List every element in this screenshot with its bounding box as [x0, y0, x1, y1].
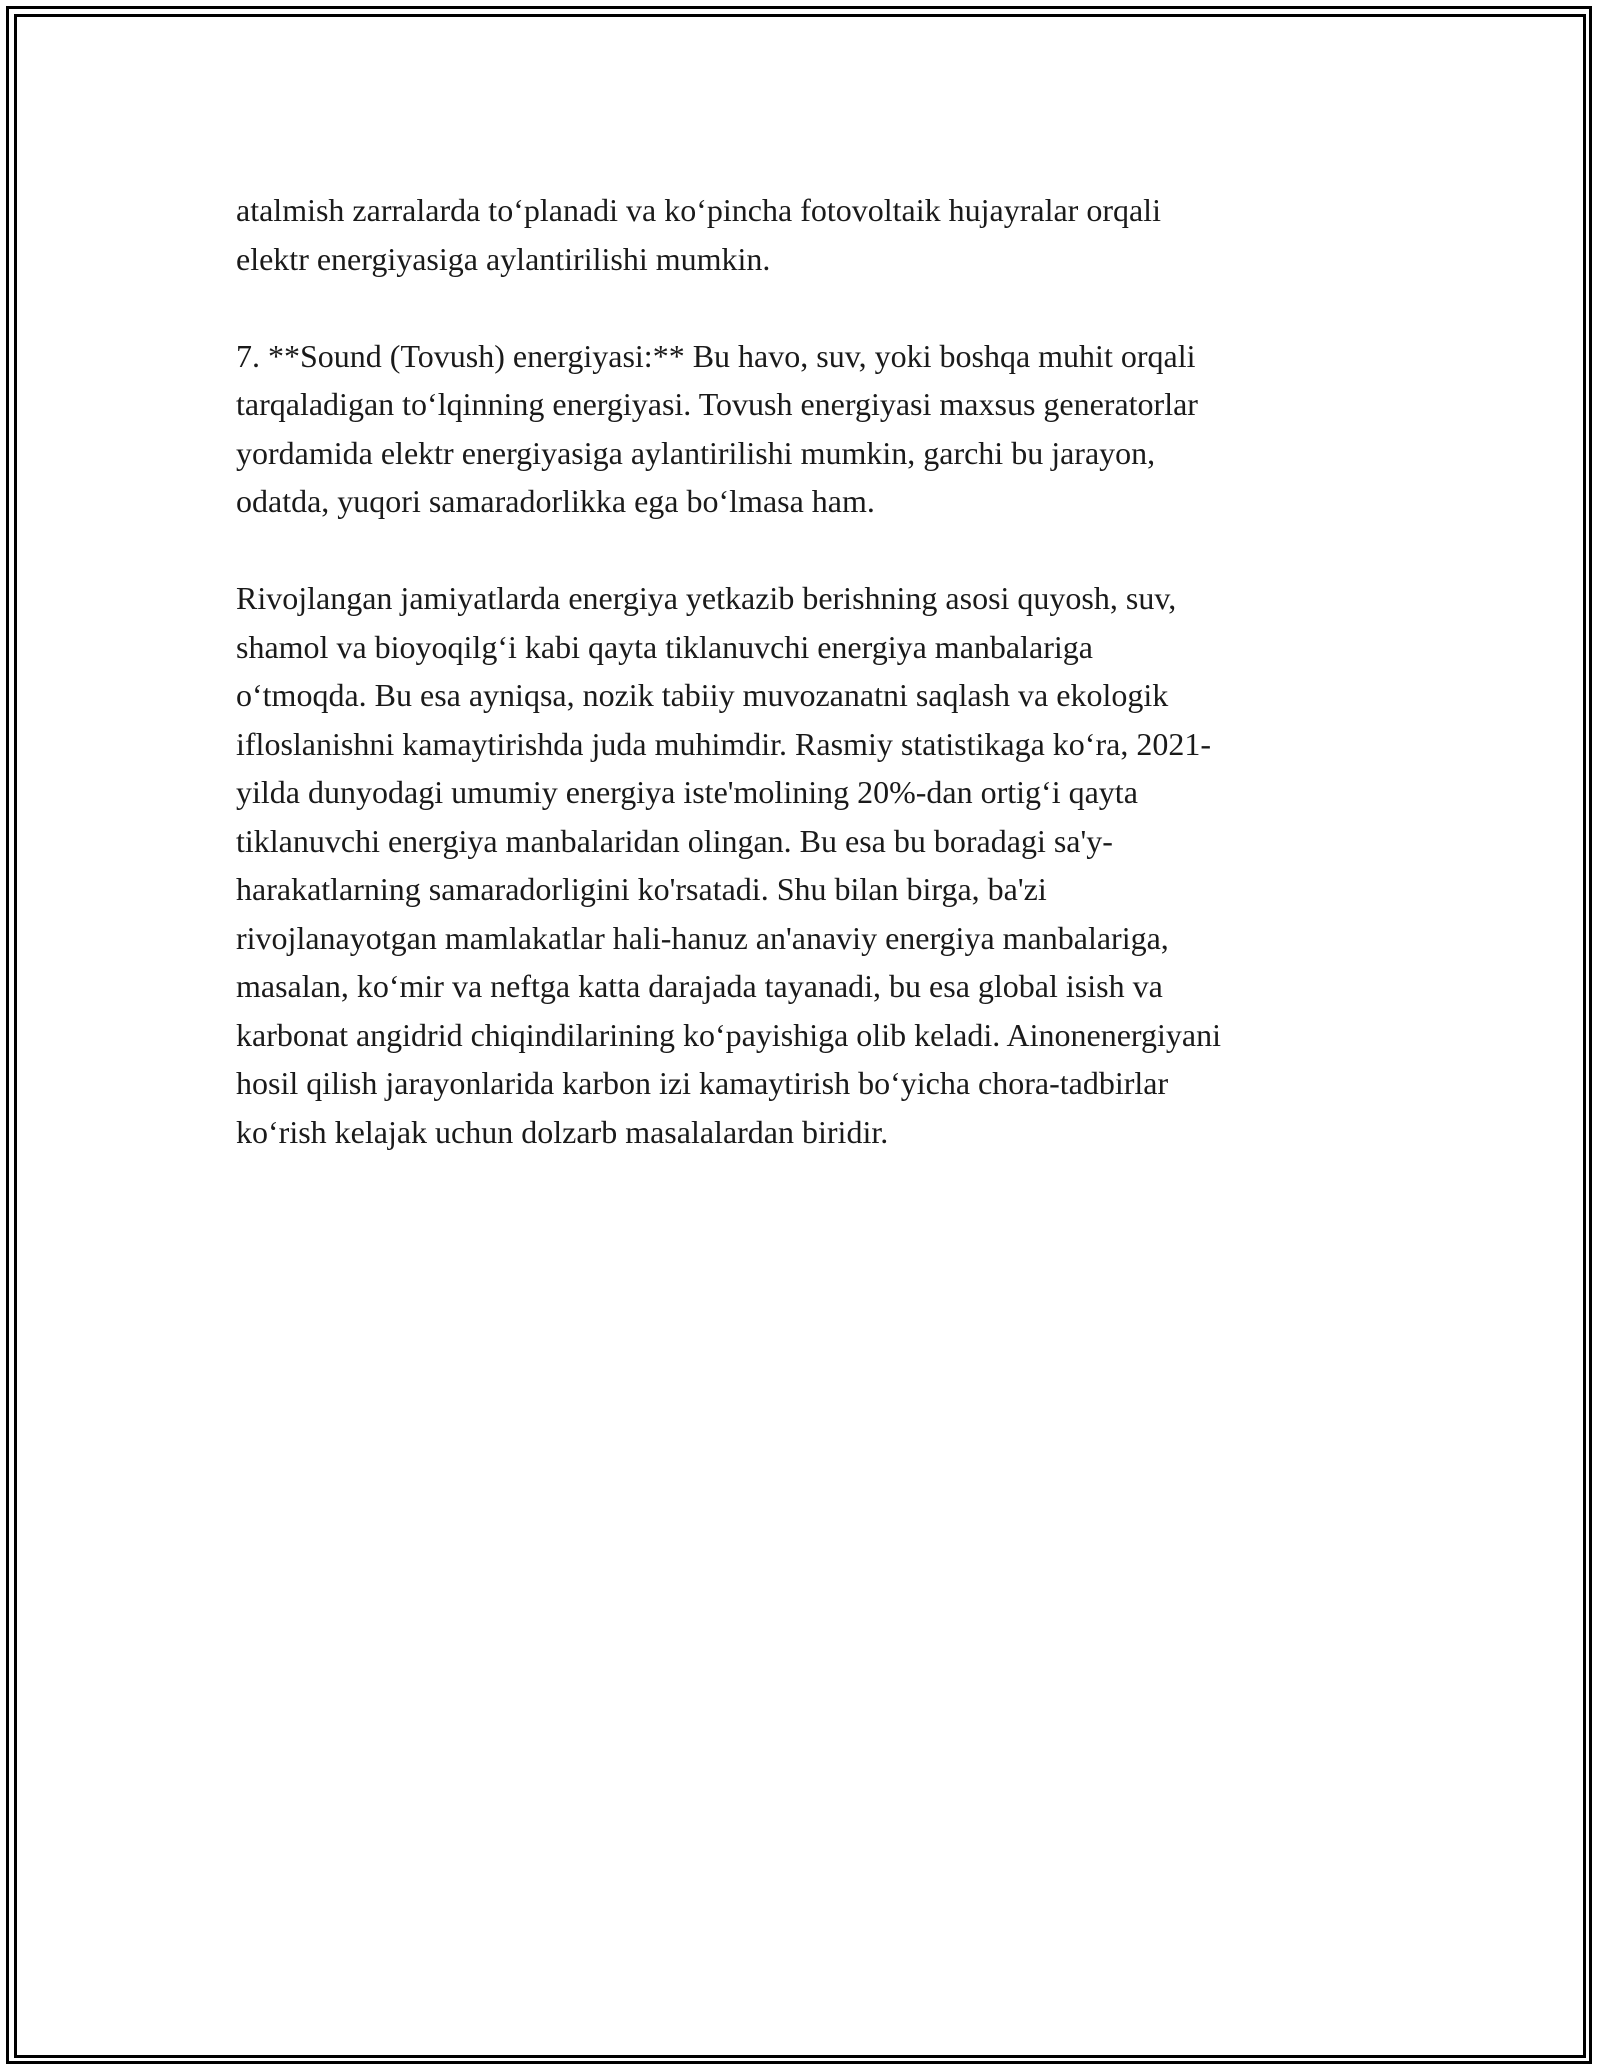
text-line: atalmish zarralarda to‘planadi va ko‘pincha fotovoltaik hujayralar orqali	[236, 192, 1161, 228]
text-line: karbonat angidrid chiqindilarining ko‘payishiga olib keladi. Ainonenergiyani	[236, 1016, 1221, 1053]
text-line: tarqaladigan to‘lqinning energiyasi. Tovush energiyasi maxsus generatorlar	[236, 386, 1198, 422]
paragraph-1	[236, 186, 1386, 283]
text-line: Rivojlangan jamiyatlarda energiya yetkazib berishning asosi quyosh, suv,	[236, 580, 1177, 616]
text-line: yilda dunyodagi umumiy energiya iste'molining 20%-dan ortig‘i qayta	[236, 774, 1138, 810]
text-line: 7. **Sound (Tovush) energiyasi:** Bu havo, suv, yoki boshqa muhit orqali	[236, 337, 1196, 374]
text-line: o‘tmoqda. Bu esa ayniqsa, nozik tabiiy muvozanatni saqlash va ekologik	[236, 677, 1169, 713]
text-line: ko‘rish kelajak uchun dolzarb masalalardan biridir.	[236, 1113, 889, 1150]
text-line: yordamida elektr energiyasiga aylantirilishi mumkin, garchi bu jarayon,	[236, 434, 1156, 471]
text-line: hosil qilish jarayonlarida karbon izi kamaytirish bo‘yicha chora-tadbirlar	[236, 1065, 1169, 1101]
text-line: odatda, yuqori samaradorlikka ega bo‘lmasa ham.	[236, 483, 875, 519]
paragraph-2	[236, 332, 1386, 526]
text-line: elektr energiyasiga aylantirilishi mumkin.	[236, 240, 771, 277]
text-line: masalan, ko‘mir va neftga katta darajada tayanadi, bu esa global isish va	[236, 968, 1163, 1004]
text-line: shamol va bioyoqilg‘i kabi qayta tiklanuvchi energiya manbalariga	[236, 628, 1093, 665]
paragraph-3	[236, 574, 1386, 1156]
text-line: tiklanuvchi energiya manbalaridan olingan. Bu esa bu boradagi sa'y-	[236, 822, 1113, 859]
text-line: harakatlarning samaradorligini ko'rsatadi. Shu bilan birga, ba'zi	[236, 871, 1047, 907]
document-body	[236, 186, 1386, 1205]
text-line: ifloslanishni kamaytirishda juda muhimdir. Rasmiy statistikaga ko‘ra, 2021-	[236, 725, 1211, 762]
text-line: rivojlanayotgan mamlakatlar hali-hanuz an'anaviy energiya manbalariga,	[236, 919, 1169, 956]
